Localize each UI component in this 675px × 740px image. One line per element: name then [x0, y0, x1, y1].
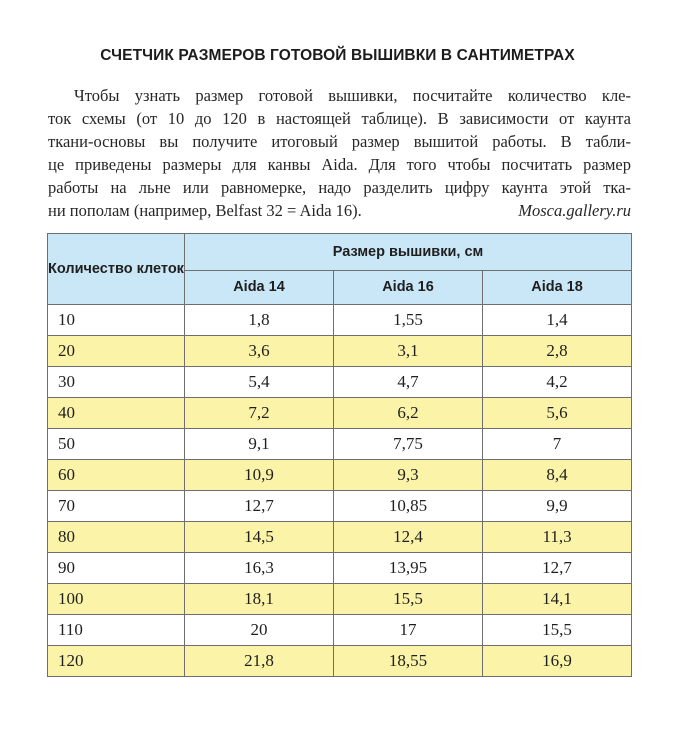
count-cell: 20: [48, 336, 185, 367]
table-row: [48, 646, 632, 677]
table-row: [48, 615, 632, 646]
aida16-cell: 18,55: [334, 646, 483, 677]
aida18-cell: 9,9: [483, 491, 632, 522]
intro-line: ток схемы (от 10 до 120 в настоящей таблице). В зависимости от каунта: [48, 109, 631, 128]
aida16-cell: 10,85: [334, 491, 483, 522]
aida14-cell: 5,4: [185, 367, 334, 398]
intro-last-line: [48, 199, 631, 222]
size-group-header: Размер вышивки, см: [185, 234, 632, 271]
count-cell: 110: [48, 615, 185, 646]
aida16-cell: 9,3: [334, 460, 483, 491]
count-cell: 120: [48, 646, 185, 677]
aida18-cell: 11,3: [483, 522, 632, 553]
intro-paragraph: [48, 84, 631, 222]
aida16-cell: 4,7: [334, 367, 483, 398]
aida18-cell: 15,5: [483, 615, 632, 646]
aida18-cell: 8,4: [483, 460, 632, 491]
aida14-cell: 16,3: [185, 553, 334, 584]
aida16-cell: 12,4: [334, 522, 483, 553]
table-row: [48, 305, 632, 336]
count-cell: 90: [48, 553, 185, 584]
count-column-header: Количество клеток: [48, 234, 185, 305]
count-cell: 60: [48, 460, 185, 491]
aida16-cell: 13,95: [334, 553, 483, 584]
aida14-cell: 9,1: [185, 429, 334, 460]
aida14-cell: 10,9: [185, 460, 334, 491]
count-cell: 50: [48, 429, 185, 460]
aida16-cell: 6,2: [334, 398, 483, 429]
table-row: [48, 522, 632, 553]
aida14-cell: 12,7: [185, 491, 334, 522]
count-cell: 10: [48, 305, 185, 336]
aida18-cell: 2,8: [483, 336, 632, 367]
count-cell: 40: [48, 398, 185, 429]
aida14-cell: 3,6: [185, 336, 334, 367]
aida18-cell: 7: [483, 429, 632, 460]
aida18-cell: 12,7: [483, 553, 632, 584]
intro-line: це приведены размеры для канвы Aida. Для того чтобы посчитать размер: [48, 155, 631, 174]
aida18-cell: 14,1: [483, 584, 632, 615]
intro-line: ни пополам (например, Belfast 32 = Aida 16).: [48, 201, 362, 220]
intro-line: работы на льне или равномерке, надо разделить цифру каунта этой тка-: [48, 178, 631, 197]
table-row: [48, 460, 632, 491]
column-header-aida16: Aida 16: [334, 270, 483, 305]
table-row: [48, 429, 632, 460]
aida18-cell: 4,2: [483, 367, 632, 398]
intro-line: ткани-основы вы получите итоговый размер вышитой работы. В табли-: [48, 132, 631, 151]
page-title: СЧЕТЧИК РАЗМЕРОВ ГОТОВОЙ ВЫШИВКИ В САНТИМЕТРАХ: [100, 47, 575, 64]
aida14-cell: 18,1: [185, 584, 334, 615]
aida14-cell: 14,5: [185, 522, 334, 553]
count-cell: 70: [48, 491, 185, 522]
aida16-cell: 1,55: [334, 305, 483, 336]
table-row: [48, 491, 632, 522]
aida16-cell: 15,5: [334, 584, 483, 615]
table-header-row: [48, 234, 632, 271]
aida16-cell: 3,1: [334, 336, 483, 367]
table-row: [48, 398, 632, 429]
count-cell: 80: [48, 522, 185, 553]
table-row: [48, 336, 632, 367]
intro-line: Чтобы узнать размер готовой вышивки, посчитайте количество кле-: [74, 86, 631, 105]
count-cell: 30: [48, 367, 185, 398]
aida16-cell: 17: [334, 615, 483, 646]
table-row: [48, 584, 632, 615]
aida14-cell: 20: [185, 615, 334, 646]
aida14-cell: 21,8: [185, 646, 334, 677]
aida18-cell: 5,6: [483, 398, 632, 429]
aida16-cell: 7,75: [334, 429, 483, 460]
table-body: [48, 305, 632, 677]
column-header-aida18: Aida 18: [483, 270, 632, 305]
column-header-aida14: Aida 14: [185, 270, 334, 305]
aida18-cell: 16,9: [483, 646, 632, 677]
size-table: [47, 233, 632, 677]
table-row: [48, 367, 632, 398]
table-row: [48, 553, 632, 584]
count-cell: 100: [48, 584, 185, 615]
aida14-cell: 7,2: [185, 398, 334, 429]
source-credit: Mosca.gallery.ru: [518, 201, 631, 220]
aida18-cell: 1,4: [483, 305, 632, 336]
aida14-cell: 1,8: [185, 305, 334, 336]
